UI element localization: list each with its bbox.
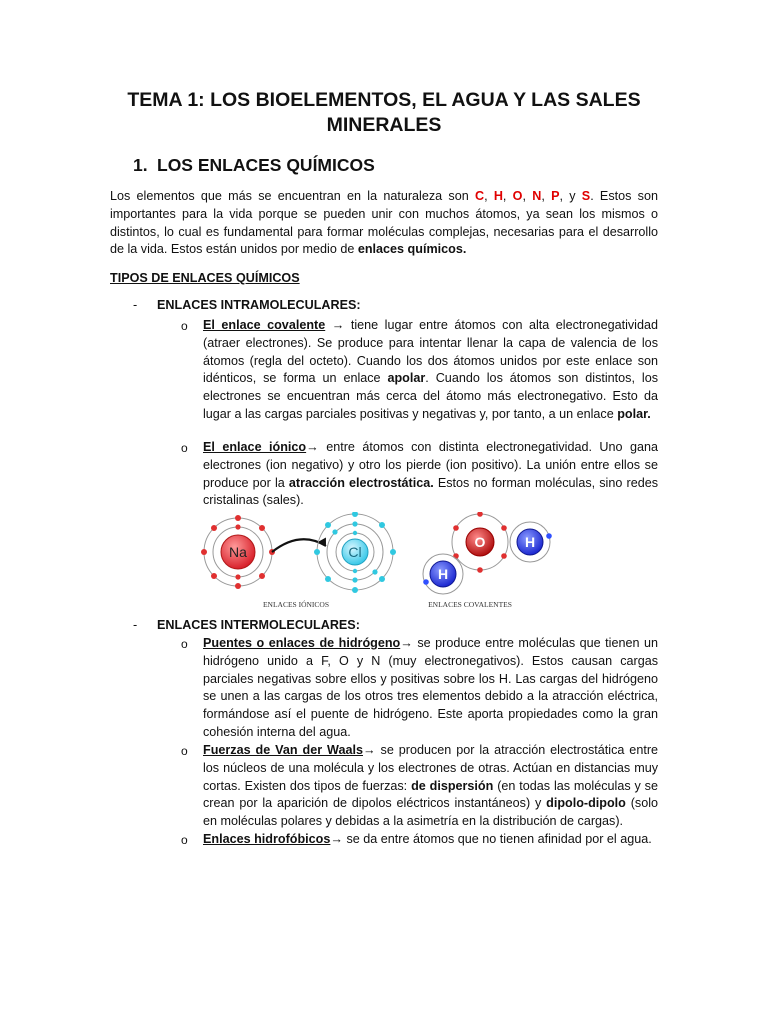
hydrophobic-text: se da entre átomos que no tienen afinidad por el agua. (346, 832, 652, 846)
section-heading (133, 154, 375, 176)
vanderwaals-text-2: (en todas las moléculas y se crean por la aparición de dipolos eléctricos instantáneos) y (203, 778, 658, 811)
covalent-text: tiene lugar entre átomos con alta electronegatividad (atraer electrones). Se produce para intentar llenar la capa de valencia de los átomos (regla del octeto). Cuando los dos átomos unidos por este enlace son idénticos, se forma un enlace (203, 318, 658, 386)
hydrophobic-paragraph (203, 831, 658, 849)
chlorine-atom (314, 512, 396, 593)
vanderwaals-text: se producen por la atracción electrostática entre los núcleos de una molécula y los electrones de otras. Actúan en distancias muy cortas. Existen dos tipos de fuerzas: (203, 743, 659, 793)
sep: , y (559, 189, 582, 203)
element-p: P (551, 189, 560, 203)
vanderwaals-term: Fuerzas de Van der Waals (203, 743, 363, 757)
water-molecule (423, 512, 552, 594)
types-heading: TIPOS DE ENLACES QUÍMICOS (110, 271, 300, 285)
hydrogen-text: se produce entre moléculas que tienen un hidrógeno unido a F, O y N (muy electronegativos). Estos causan cargas parciales negativas sobre ellos y positivas sobre los H. Las cargas del hidrógeno se unen a las cargas de los otros tres elementos debido a la atracción eléctrica, formándose así el puente de hidrógeno. Este aporta propiedades como la gran cohesión interna del agua. (203, 636, 659, 739)
bullet-marker: o (181, 637, 188, 651)
h-symbol-right: H (524, 534, 536, 550)
arrow-icon: → (306, 440, 327, 454)
caption-ionic: ENLACES IÓNICOS (262, 600, 330, 609)
arrow-icon: → (363, 743, 381, 757)
h-symbol-left: H (437, 566, 449, 582)
hydrophobic-term: Enlaces hidrofóbicos (203, 832, 331, 846)
intermolecular-label: ENLACES INTERMOLECULARES: (157, 618, 360, 632)
ionic-bold: atracción electrostática. (288, 475, 434, 490)
sodium-atom (201, 515, 275, 589)
bullet-marker: o (181, 833, 188, 847)
covalent-term: El enlace covalente (203, 318, 326, 332)
cl-symbol: Cl (348, 544, 362, 560)
intramolecular-label: ENLACES INTRAMOLECULARES: (157, 298, 361, 312)
ionic-paragraph (203, 439, 658, 510)
element-s: S (581, 189, 591, 203)
title-line-2: MINERALES (326, 114, 442, 136)
vanderwaals-text-3: (solo en moléculas polares y debidas a la asimetría en la distribución de cargas). (203, 796, 659, 829)
vanderwaals-bold-dipole: dipolo-dipolo (546, 796, 626, 811)
title-line-1: TEMA 1: LOS BIOELEMENTOS, EL AGUA Y LAS SALES (127, 89, 641, 111)
sep: , (502, 189, 513, 203)
ionic-term: El enlace iónico (203, 440, 307, 454)
sep: , (541, 189, 552, 203)
hydrogen-bond-paragraph (203, 635, 658, 742)
document-title (60, 88, 708, 138)
covalent-bold-apolar: apolar (387, 371, 426, 386)
covalent-text-2: . Cuando los átomos son distintos, los electrones se encuentran más cerca del átomo más electronegativo. Esto da lugar a las cargas parciales positivas y negativas y, por tanto, a un enlace (203, 371, 658, 421)
hydrogen-term: Puentes o enlaces de hidrógeno (203, 636, 401, 650)
bullet-marker: o (181, 441, 188, 455)
arrow-icon: → (325, 318, 351, 332)
element-c: C (474, 189, 485, 203)
intro-text-2: . Estos son importantes para la vida porque se pueden unir con muchos átomos, ya sean los mismos o distintos, lo cual es fundamental para formar moléculas complejas, necesarias para el desarrollo de la vida. Estos están unidos por medio de (110, 189, 658, 257)
caption-covalent: ENLACES COVALENTES (428, 600, 512, 609)
element-h: H (493, 189, 503, 203)
bullet-marker: o (181, 319, 188, 333)
dash-marker: - (133, 298, 138, 312)
element-o: O (512, 189, 523, 203)
arrow-icon: → (400, 636, 418, 650)
intermolecular-heading (133, 617, 360, 634)
bullet-marker: o (181, 744, 188, 758)
intro-text: Los elementos que más se encuentran en la naturaleza son (110, 189, 475, 203)
arrow-icon: → (330, 832, 347, 846)
bonds-illustration (200, 512, 560, 616)
ionic-text: entre átomos con distinta electronegatividad. Uno gana electrones (ion negativo) y otro los pierde (ion positivo). La unión entre ellos se produce por la (203, 440, 659, 490)
ionic-text-2: Estos no forman moléculas, sino redes cristalinas (sales). (203, 475, 658, 508)
na-symbol: Na (229, 544, 247, 560)
covalent-paragraph (203, 317, 658, 424)
sep: , (484, 189, 494, 203)
o-symbol: O (474, 534, 486, 550)
section-number: 1. (133, 155, 148, 175)
element-n: N (532, 189, 542, 203)
vanderwaals-paragraph (203, 742, 658, 831)
sep: , (522, 189, 533, 203)
section-title: LOS ENLACES QUÍMICOS (157, 155, 375, 175)
covalent-bold-polar: polar. (617, 406, 651, 421)
intramolecular-heading (133, 297, 361, 314)
intro-paragraph (110, 188, 658, 259)
dash-marker: - (133, 618, 138, 632)
intro-bold: enlaces químicos. (357, 242, 467, 257)
vanderwaals-bold-dispersion: de dispersión (411, 778, 494, 793)
